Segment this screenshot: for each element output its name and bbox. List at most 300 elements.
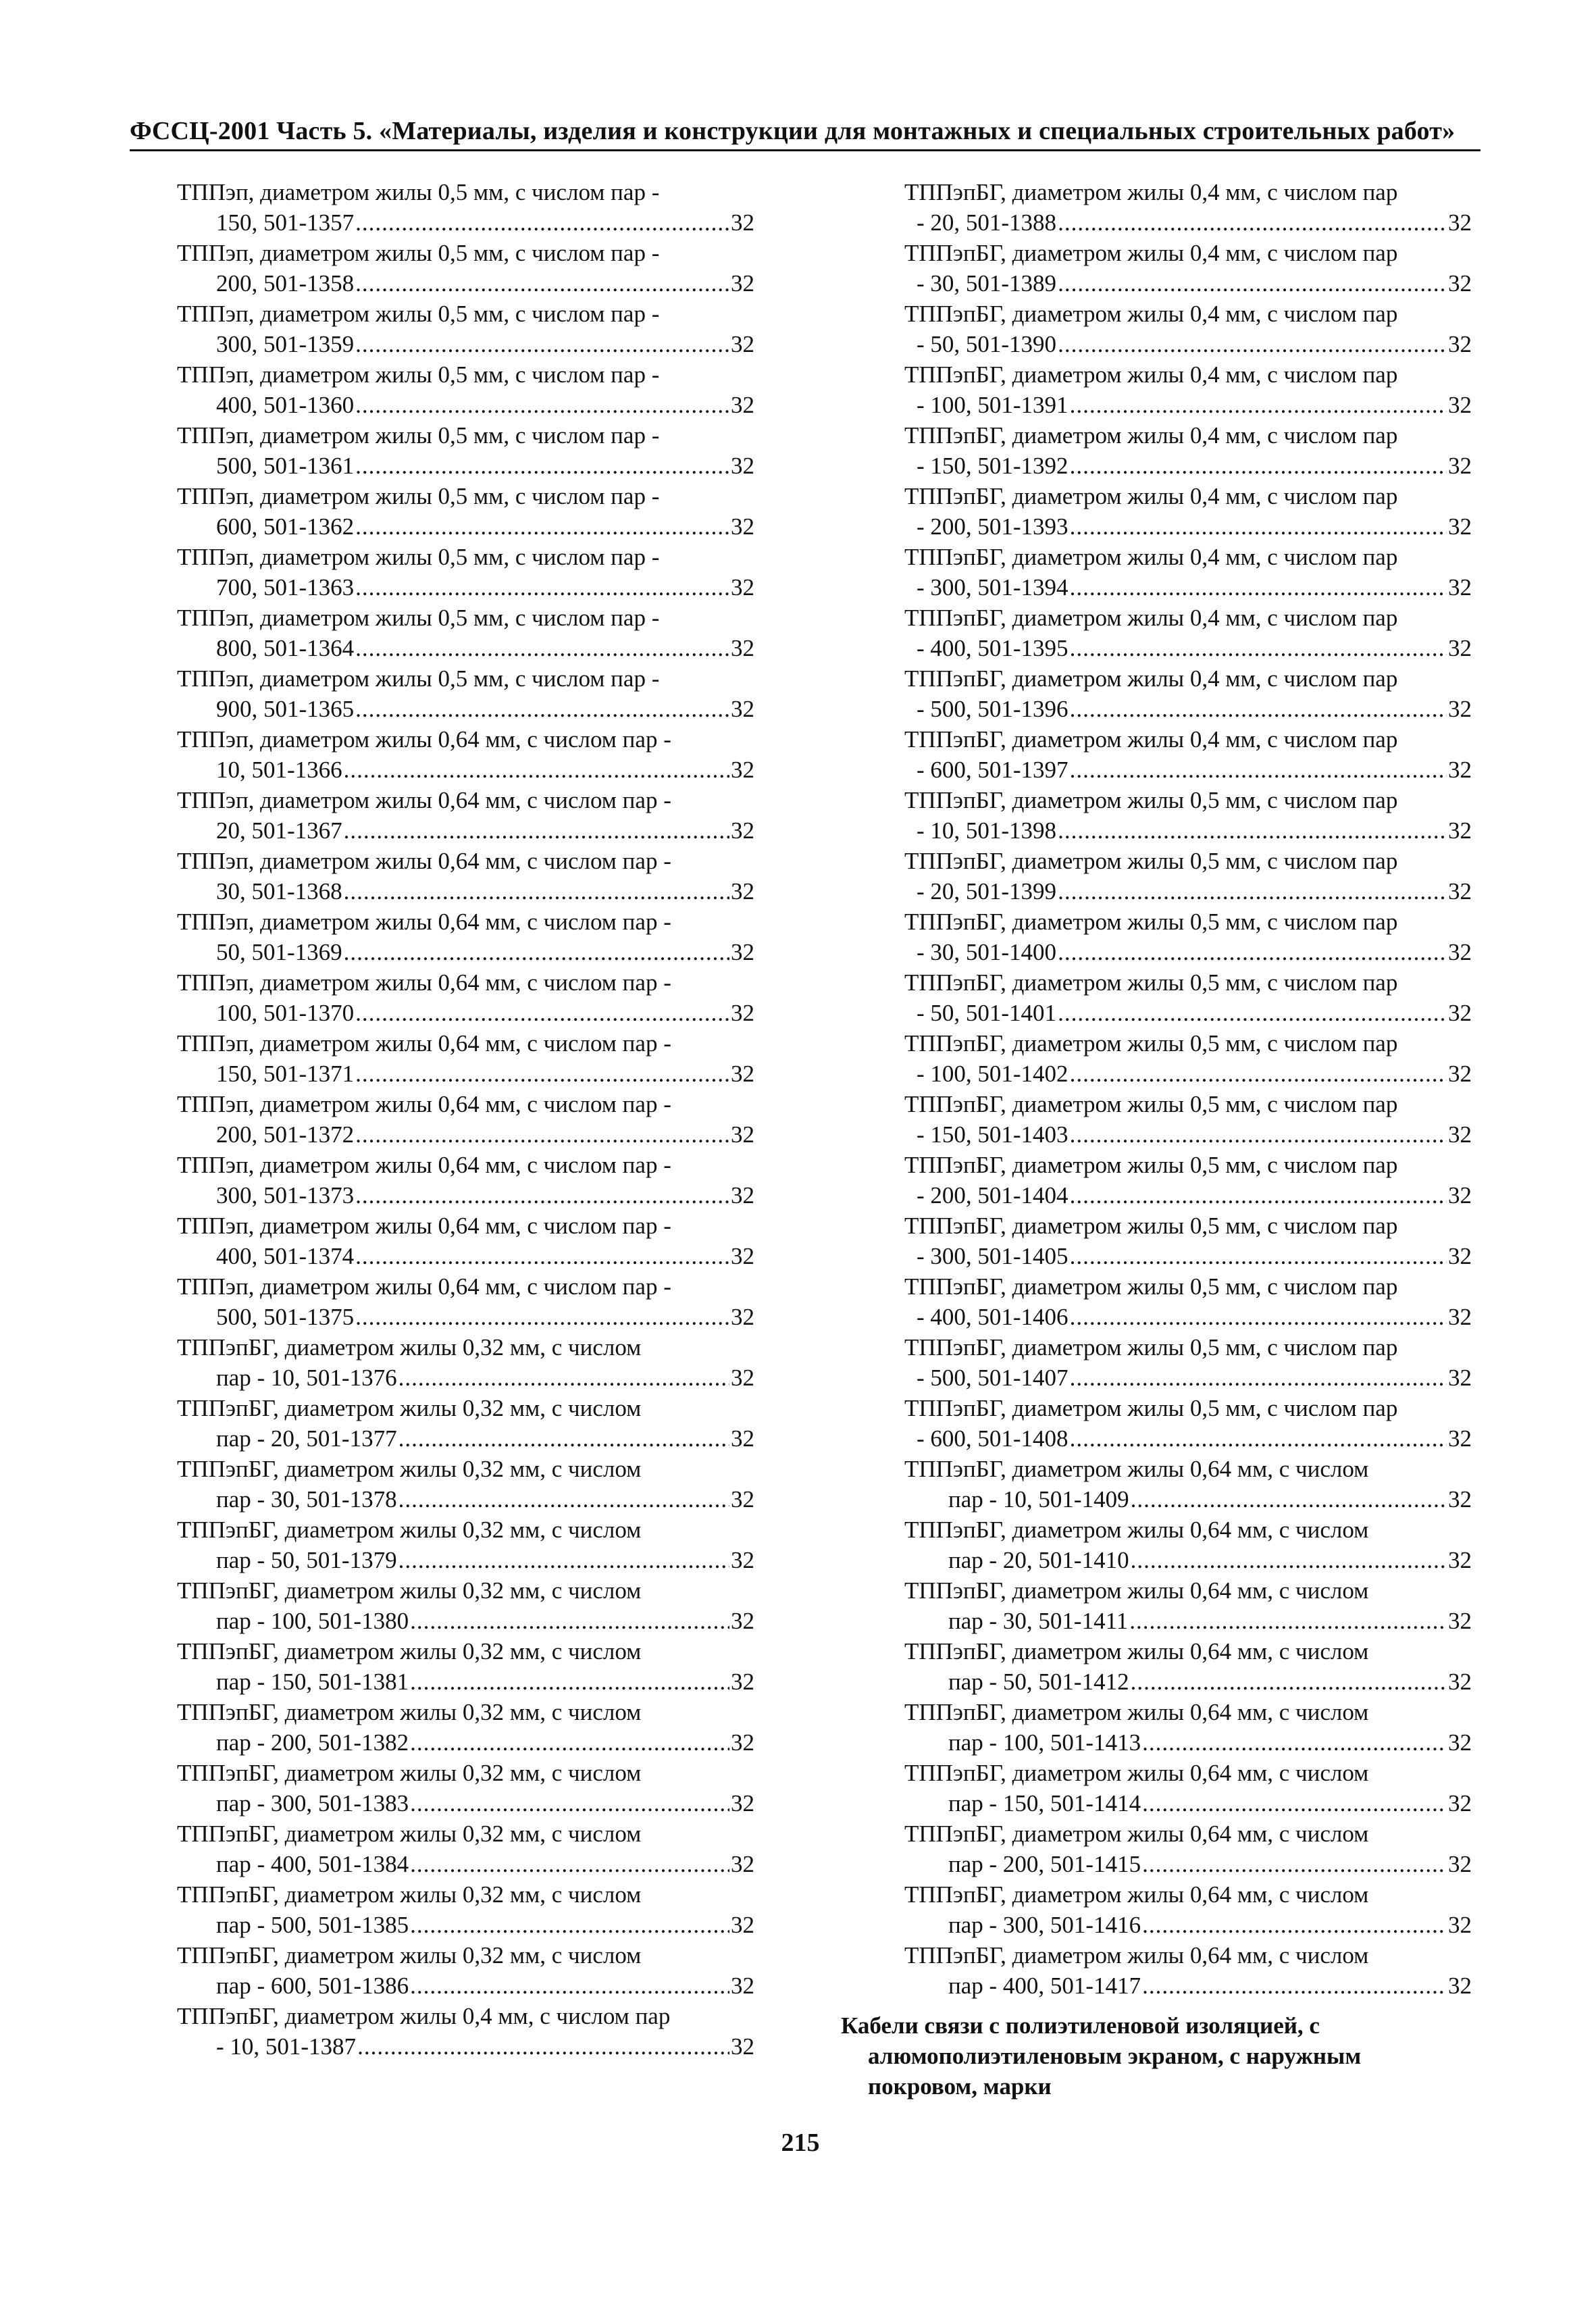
index-entry xyxy=(904,299,1472,359)
entry-code: - 10, 501-1398 xyxy=(917,817,1057,844)
entry-description: ТППэпБГ, диаметром жилы 0,64 мм, с числом xyxy=(904,1942,1369,1968)
entry-reference-line xyxy=(177,1241,754,1271)
entry-description: ТППэпБГ, диаметром жилы 0,5 мм, с числом пар xyxy=(904,787,1398,813)
entry-code: - 150, 501-1392 xyxy=(917,453,1069,479)
section-heading-line: Кабели связи с полиэтиленовой изоляцией, с xyxy=(841,2012,1320,2039)
entry-description: ТППэпБГ, диаметром жилы 0,64 мм, с числом xyxy=(904,1881,1369,1908)
entry-code: пар - 150, 501-1381 xyxy=(216,1669,409,1695)
entry-description: ТППэпБГ, диаметром жилы 0,32 мм, с числом xyxy=(177,1760,642,1786)
entry-code: 400, 501-1360 xyxy=(216,392,355,418)
entry-code: 100, 501-1370 xyxy=(216,1000,355,1026)
entry-page: 32 xyxy=(731,1729,754,1756)
dot-leader xyxy=(410,1667,729,1697)
entry-page: 32 xyxy=(731,209,754,236)
entry-description: ТППэп, диаметром жилы 0,64 мм, с числом пар - xyxy=(177,1273,671,1300)
entry-page: 32 xyxy=(731,635,754,661)
entry-code: пар - 400, 501-1384 xyxy=(216,1851,409,1877)
entry-description: ТППэпБГ, диаметром жилы 0,5 мм, с числом пар xyxy=(904,909,1398,935)
dot-leader xyxy=(355,207,729,238)
entry-description: ТППэпБГ, диаметром жилы 0,32 мм, с числом xyxy=(177,1638,642,1664)
dot-leader xyxy=(1058,998,1447,1028)
entry-code: пар - 30, 501-1411 xyxy=(948,1608,1129,1634)
entry-code: 700, 501-1363 xyxy=(216,574,355,601)
index-entry xyxy=(177,1758,754,1819)
entry-page: 32 xyxy=(1448,1669,1472,1695)
section-heading-line: покровом, марки xyxy=(868,2073,1052,2100)
index-entry xyxy=(177,1819,754,1879)
entry-reference-line xyxy=(177,2031,754,2062)
index-entry xyxy=(904,1515,1472,1575)
entry-reference-line xyxy=(177,1059,754,1089)
index-entry xyxy=(177,907,754,967)
entry-reference-line xyxy=(177,329,754,359)
entry-reference-line xyxy=(177,572,754,603)
index-entry xyxy=(904,1211,1472,1271)
entry-page: 32 xyxy=(731,817,754,844)
entry-page: 32 xyxy=(731,1243,754,1269)
dot-leader xyxy=(1070,755,1447,785)
dot-leader xyxy=(1070,1423,1447,1454)
index-entry xyxy=(904,1819,1472,1879)
entry-description: ТППэп, диаметром жилы 0,5 мм, с числом пар - xyxy=(177,179,660,205)
entry-code: - 50, 501-1390 xyxy=(917,331,1057,357)
entry-reference-line xyxy=(177,1423,754,1454)
index-entry xyxy=(904,1028,1472,1089)
entry-description: ТППэпБГ, диаметром жилы 0,64 мм, с числом xyxy=(904,1699,1369,1725)
entry-page: 32 xyxy=(1448,1912,1472,1938)
dot-leader xyxy=(355,572,729,603)
entry-reference-line xyxy=(177,1910,754,1940)
entry-page: 32 xyxy=(1448,817,1472,844)
dot-leader xyxy=(410,1788,729,1819)
entry-description: ТППэпБГ, диаметром жилы 0,32 мм, с числом xyxy=(177,1942,642,1968)
entry-reference-line xyxy=(904,1484,1472,1515)
entry-code: - 400, 501-1406 xyxy=(917,1304,1069,1330)
entry-description: ТППэпБГ, диаметром жилы 0,5 мм, с числом пар xyxy=(904,848,1398,874)
entry-reference-line xyxy=(904,1727,1472,1758)
index-entry xyxy=(904,1575,1472,1636)
entry-code: - 100, 501-1391 xyxy=(917,392,1069,418)
entry-reference-line xyxy=(904,633,1472,663)
index-entry xyxy=(177,1515,754,1575)
index-entry xyxy=(177,1393,754,1454)
index-entry xyxy=(177,603,754,663)
entry-reference-line xyxy=(904,1788,1472,1819)
index-entry xyxy=(904,663,1472,724)
page-number: 215 xyxy=(781,2129,820,2157)
entry-page: 32 xyxy=(731,878,754,905)
dot-leader xyxy=(410,1849,729,1879)
entry-description: ТППэп, диаметром жилы 0,5 мм, с числом пар - xyxy=(177,544,660,570)
index-entry xyxy=(177,846,754,907)
entry-code: 10, 501-1366 xyxy=(216,757,342,783)
entry-page: 32 xyxy=(1448,1851,1472,1877)
index-entry xyxy=(904,1697,1472,1758)
entry-reference-line xyxy=(177,1484,754,1515)
entry-reference-line xyxy=(177,1849,754,1879)
entry-description: ТППэпБГ, диаметром жилы 0,64 мм, с числом xyxy=(904,1456,1369,1482)
dot-leader xyxy=(398,1484,729,1515)
entry-description: ТППэп, диаметром жилы 0,5 мм, с числом пар - xyxy=(177,483,660,509)
entry-description: ТППэпБГ, диаметром жилы 0,4 мм, с числом пар xyxy=(904,483,1398,509)
entry-page: 32 xyxy=(1448,574,1472,601)
entry-reference-line xyxy=(177,755,754,785)
dot-leader xyxy=(1070,694,1447,724)
entry-code: - 50, 501-1401 xyxy=(917,1000,1057,1026)
index-entry xyxy=(904,1636,1472,1697)
entry-page: 32 xyxy=(1448,453,1472,479)
dot-leader xyxy=(1070,572,1447,603)
index-entry xyxy=(177,238,754,299)
dot-leader xyxy=(1142,1788,1447,1819)
entry-reference-line xyxy=(904,1302,1472,1332)
entry-reference-line xyxy=(904,1971,1472,2001)
entry-page: 32 xyxy=(731,1365,754,1391)
entry-page: 32 xyxy=(1448,513,1472,540)
entry-code: пар - 150, 501-1414 xyxy=(948,1790,1141,1816)
entry-code: - 100, 501-1402 xyxy=(917,1061,1069,1087)
entry-page: 32 xyxy=(1448,757,1472,783)
index-entry xyxy=(177,1940,754,2001)
dot-leader xyxy=(355,1302,729,1332)
dot-leader xyxy=(357,2031,729,2062)
entry-reference-line xyxy=(904,329,1472,359)
entry-code: 500, 501-1361 xyxy=(216,453,355,479)
index-entry xyxy=(904,1332,1472,1393)
entry-reference-line xyxy=(904,1423,1472,1454)
entry-page: 32 xyxy=(1448,1486,1472,1513)
entry-code: - 300, 501-1394 xyxy=(917,574,1069,601)
dot-leader xyxy=(355,1059,729,1089)
entry-reference-line xyxy=(904,937,1472,967)
entry-description: ТППэп, диаметром жилы 0,5 мм, с числом пар - xyxy=(177,301,660,327)
dot-leader xyxy=(355,329,729,359)
index-entry xyxy=(904,1454,1472,1515)
entry-description: ТППэп, диаметром жилы 0,64 мм, с числом пар - xyxy=(177,1091,671,1117)
entry-code: 800, 501-1364 xyxy=(216,635,355,661)
entry-reference-line xyxy=(177,633,754,663)
entry-page: 32 xyxy=(731,1973,754,1999)
index-entry xyxy=(177,1636,754,1697)
entry-page: 32 xyxy=(1448,1243,1472,1269)
dot-leader xyxy=(355,451,729,481)
entry-description: ТППэпБГ, диаметром жилы 0,5 мм, с числом пар xyxy=(904,1334,1398,1361)
entry-code: пар - 20, 501-1377 xyxy=(216,1425,397,1452)
entry-code: 300, 501-1373 xyxy=(216,1182,355,1209)
entry-description: ТППэпБГ, диаметром жилы 0,32 мм, с числом xyxy=(177,1395,642,1421)
entry-code: пар - 10, 501-1409 xyxy=(948,1486,1129,1513)
entry-code: - 20, 501-1399 xyxy=(917,878,1057,905)
dot-leader xyxy=(1070,451,1447,481)
dot-leader xyxy=(398,1545,729,1575)
entry-code: - 600, 501-1408 xyxy=(917,1425,1069,1452)
entry-description: ТППэпБГ, диаметром жилы 0,64 мм, с числом xyxy=(904,1821,1369,1847)
index-entry xyxy=(177,967,754,1028)
dot-leader xyxy=(344,815,729,846)
index-entry xyxy=(904,1758,1472,1819)
entry-code: пар - 100, 501-1380 xyxy=(216,1608,409,1634)
dot-leader xyxy=(1142,1727,1447,1758)
entry-code: пар - 50, 501-1412 xyxy=(948,1669,1129,1695)
dot-leader xyxy=(1142,1849,1447,1879)
dot-leader xyxy=(1058,876,1447,907)
entry-description: ТППэпБГ, диаметром жилы 0,4 мм, с числом пар xyxy=(904,179,1398,205)
entry-description: ТППэпБГ, диаметром жилы 0,4 мм, с числом пар xyxy=(904,605,1398,631)
dot-leader xyxy=(1070,1363,1447,1393)
entry-reference-line xyxy=(904,694,1472,724)
entry-page: 32 xyxy=(731,1547,754,1573)
entry-description: ТППэпБГ, диаметром жилы 0,4 мм, с числом пар xyxy=(904,544,1398,570)
index-entry xyxy=(177,1028,754,1089)
entry-reference-line xyxy=(904,815,1472,846)
index-column-left xyxy=(177,177,754,2062)
entry-description: ТППэпБГ, диаметром жилы 0,32 мм, с числом xyxy=(177,1334,642,1361)
entry-code: - 300, 501-1405 xyxy=(917,1243,1069,1269)
entry-code: 200, 501-1372 xyxy=(216,1121,355,1148)
dot-leader xyxy=(1142,1910,1447,1940)
entry-reference-line xyxy=(904,876,1472,907)
entry-reference-line xyxy=(177,207,754,238)
entry-description: ТППэпБГ, диаметром жилы 0,64 мм, с числом xyxy=(904,1517,1369,1543)
entry-description: ТППэпБГ, диаметром жилы 0,32 мм, с числом xyxy=(177,1517,642,1543)
entry-page: 32 xyxy=(1448,1121,1472,1148)
entry-code: - 150, 501-1403 xyxy=(917,1121,1069,1148)
entry-code: - 600, 501-1397 xyxy=(917,757,1069,783)
entry-page: 32 xyxy=(731,1912,754,1938)
entry-code: - 10, 501-1387 xyxy=(216,2033,357,2060)
index-entry xyxy=(177,1697,754,1758)
entry-page: 32 xyxy=(731,696,754,722)
dot-leader xyxy=(344,876,729,907)
entry-page: 32 xyxy=(731,2033,754,2060)
dot-leader xyxy=(344,755,729,785)
entry-description: ТППэпБГ, диаметром жилы 0,5 мм, с числом пар xyxy=(904,1395,1398,1421)
entry-page: 32 xyxy=(1448,1790,1472,1816)
entry-page: 32 xyxy=(1448,1304,1472,1330)
dot-leader xyxy=(1070,511,1447,542)
entry-code: пар - 300, 501-1383 xyxy=(216,1790,409,1816)
entry-code: пар - 500, 501-1385 xyxy=(216,1912,409,1938)
entry-page: 32 xyxy=(1448,1547,1472,1573)
entry-description: ТППэпБГ, диаметром жилы 0,5 мм, с числом пар xyxy=(904,1091,1398,1117)
index-entry xyxy=(177,542,754,603)
entry-description: ТППэпБГ, диаметром жилы 0,32 мм, с числом xyxy=(177,1699,642,1725)
entry-code: пар - 200, 501-1415 xyxy=(948,1851,1141,1877)
entry-page: 32 xyxy=(1448,878,1472,905)
index-entry xyxy=(177,1575,754,1636)
entry-description: ТППэп, диаметром жилы 0,5 мм, с числом пар - xyxy=(177,422,660,449)
entry-code: - 200, 501-1393 xyxy=(917,513,1069,540)
entry-reference-line xyxy=(904,1606,1472,1636)
entry-description: ТППэп, диаметром жилы 0,64 мм, с числом пар - xyxy=(177,848,671,874)
entry-reference-line xyxy=(177,1363,754,1393)
entry-code: пар - 10, 501-1376 xyxy=(216,1365,397,1391)
dot-leader xyxy=(1131,1667,1447,1697)
entry-code: - 500, 501-1396 xyxy=(917,696,1069,722)
dot-leader xyxy=(355,1180,729,1211)
entry-description: ТППэпБГ, диаметром жилы 0,5 мм, с числом пар xyxy=(904,1213,1398,1239)
entry-code: 150, 501-1357 xyxy=(216,209,355,236)
dot-leader xyxy=(344,937,729,967)
entry-reference-line xyxy=(904,207,1472,238)
entry-page: 32 xyxy=(731,1000,754,1026)
entry-description: ТППэп, диаметром жилы 0,5 мм, с числом пар - xyxy=(177,240,660,266)
entry-page: 32 xyxy=(731,392,754,418)
entry-code: - 20, 501-1388 xyxy=(917,209,1057,236)
entry-description: ТППэп, диаметром жилы 0,64 мм, с числом пар - xyxy=(177,969,671,996)
index-column-right xyxy=(904,177,1472,2001)
entry-code: - 30, 501-1389 xyxy=(917,270,1057,297)
entry-reference-line xyxy=(904,1545,1472,1575)
index-entry xyxy=(177,359,754,420)
index-entry xyxy=(177,1454,754,1515)
dot-leader xyxy=(355,694,729,724)
entry-code: пар - 400, 501-1417 xyxy=(948,1973,1141,1999)
dot-leader xyxy=(410,1727,729,1758)
index-entry xyxy=(904,724,1472,785)
index-entry xyxy=(177,2001,754,2062)
index-entry xyxy=(904,603,1472,663)
dot-leader xyxy=(1142,1971,1447,2001)
entry-page: 32 xyxy=(731,1608,754,1634)
section-heading-line: алюмополиэтиленовым экраном, с наружным xyxy=(868,2043,1362,2069)
entry-page: 32 xyxy=(731,453,754,479)
index-entry xyxy=(904,481,1472,542)
entry-description: ТППэпБГ, диаметром жилы 0,32 мм, с числом xyxy=(177,1881,642,1908)
index-entry xyxy=(904,1150,1472,1211)
entry-page: 32 xyxy=(731,1851,754,1877)
index-entry xyxy=(904,238,1472,299)
entry-page: 32 xyxy=(731,939,754,965)
entry-description: ТППэпБГ, диаметром жилы 0,64 мм, с числом xyxy=(904,1760,1369,1786)
entry-description: ТППэп, диаметром жилы 0,64 мм, с числом пар - xyxy=(177,1152,671,1178)
entry-reference-line xyxy=(904,998,1472,1028)
entry-reference-line xyxy=(177,268,754,299)
index-entry xyxy=(904,420,1472,481)
entry-reference-line xyxy=(177,1302,754,1332)
index-entry xyxy=(904,785,1472,846)
entry-reference-line xyxy=(177,1971,754,2001)
entry-page: 32 xyxy=(1448,331,1472,357)
entry-code: 400, 501-1374 xyxy=(216,1243,355,1269)
entry-page: 32 xyxy=(731,331,754,357)
index-entry xyxy=(177,1332,754,1393)
entry-reference-line xyxy=(177,876,754,907)
entry-page: 32 xyxy=(1448,1729,1472,1756)
entry-description: ТППэпБГ, диаметром жилы 0,5 мм, с числом пар xyxy=(904,1273,1398,1300)
entry-page: 32 xyxy=(731,1121,754,1148)
entry-code: 300, 501-1359 xyxy=(216,331,355,357)
entry-page: 32 xyxy=(731,1061,754,1087)
entry-description: ТППэпБГ, диаметром жилы 0,5 мм, с числом пар xyxy=(904,1030,1398,1057)
entry-reference-line xyxy=(904,1910,1472,1940)
entry-code: пар - 600, 501-1386 xyxy=(216,1973,409,1999)
entry-page: 32 xyxy=(731,1669,754,1695)
entry-code: пар - 300, 501-1416 xyxy=(948,1912,1141,1938)
entry-code: пар - 50, 501-1379 xyxy=(216,1547,397,1573)
entry-page: 32 xyxy=(1448,1425,1472,1452)
entry-reference-line xyxy=(177,1180,754,1211)
entry-page: 32 xyxy=(731,1304,754,1330)
entry-page: 32 xyxy=(731,757,754,783)
dot-leader xyxy=(355,390,729,420)
index-entry xyxy=(904,1089,1472,1150)
dot-leader xyxy=(1070,1241,1447,1271)
entry-reference-line xyxy=(904,390,1472,420)
dot-leader xyxy=(1058,937,1447,967)
entry-code: - 30, 501-1400 xyxy=(917,939,1057,965)
entry-description: ТППэп, диаметром жилы 0,5 мм, с числом пар - xyxy=(177,665,660,692)
dot-leader xyxy=(1058,268,1447,299)
entry-code: 30, 501-1368 xyxy=(216,878,342,905)
entry-description: ТППэпБГ, диаметром жилы 0,4 мм, с числом пар xyxy=(904,726,1398,753)
entry-reference-line xyxy=(177,1727,754,1758)
entry-code: - 500, 501-1407 xyxy=(917,1365,1069,1391)
entry-page: 32 xyxy=(1448,209,1472,236)
dot-leader xyxy=(1131,1545,1447,1575)
entry-reference-line xyxy=(177,1788,754,1819)
dot-leader xyxy=(1070,1119,1447,1150)
entry-reference-line xyxy=(904,1059,1472,1089)
entry-page: 32 xyxy=(731,270,754,297)
entry-page: 32 xyxy=(1448,392,1472,418)
index-entry xyxy=(177,420,754,481)
entry-description: ТППэпБГ, диаметром жилы 0,4 мм, с числом пар xyxy=(177,2003,671,2029)
entry-description: ТППэпБГ, диаметром жилы 0,64 мм, с числом xyxy=(904,1638,1369,1664)
dot-leader xyxy=(1070,1302,1447,1332)
index-entry xyxy=(177,299,754,359)
entry-code: пар - 30, 501-1378 xyxy=(216,1486,397,1513)
entry-reference-line xyxy=(177,1119,754,1150)
index-entry xyxy=(904,542,1472,603)
entry-description: ТППэп, диаметром жилы 0,5 мм, с числом пар - xyxy=(177,361,660,388)
index-entry xyxy=(177,785,754,846)
index-entry xyxy=(904,1940,1472,2001)
index-entry xyxy=(177,1271,754,1332)
dot-leader xyxy=(355,633,729,663)
entry-page: 32 xyxy=(731,1790,754,1816)
entry-code: пар - 200, 501-1382 xyxy=(216,1729,409,1756)
entry-description: ТППэп, диаметром жилы 0,64 мм, с числом пар - xyxy=(177,1030,671,1057)
entry-reference-line xyxy=(904,1363,1472,1393)
dot-leader xyxy=(355,1119,729,1150)
entry-code: 600, 501-1362 xyxy=(216,513,355,540)
entry-reference-line xyxy=(177,694,754,724)
entry-description: ТППэпБГ, диаметром жилы 0,32 мм, с числом xyxy=(177,1577,642,1604)
dot-leader xyxy=(410,1971,729,2001)
dot-leader xyxy=(1070,1059,1447,1089)
entry-description: ТППэпБГ, диаметром жилы 0,5 мм, с числом пар xyxy=(904,1152,1398,1178)
dot-leader xyxy=(355,511,729,542)
dot-leader xyxy=(398,1363,729,1393)
index-entry xyxy=(904,1879,1472,1940)
entry-page: 32 xyxy=(1448,1608,1472,1634)
entry-reference-line xyxy=(904,1849,1472,1879)
entry-reference-line xyxy=(177,451,754,481)
entry-code: 20, 501-1367 xyxy=(216,817,342,844)
dot-leader xyxy=(1070,1180,1447,1211)
index-entry xyxy=(177,1150,754,1211)
entry-reference-line xyxy=(177,937,754,967)
entry-code: 50, 501-1369 xyxy=(216,939,342,965)
index-entry xyxy=(177,1879,754,1940)
index-entry xyxy=(904,177,1472,238)
entry-description: ТППэпБГ, диаметром жилы 0,32 мм, с числом xyxy=(177,1821,642,1847)
entry-page: 32 xyxy=(1448,939,1472,965)
index-entry xyxy=(177,724,754,785)
index-entry xyxy=(904,967,1472,1028)
entry-description: ТППэпБГ, диаметром жилы 0,4 мм, с числом пар xyxy=(904,240,1398,266)
